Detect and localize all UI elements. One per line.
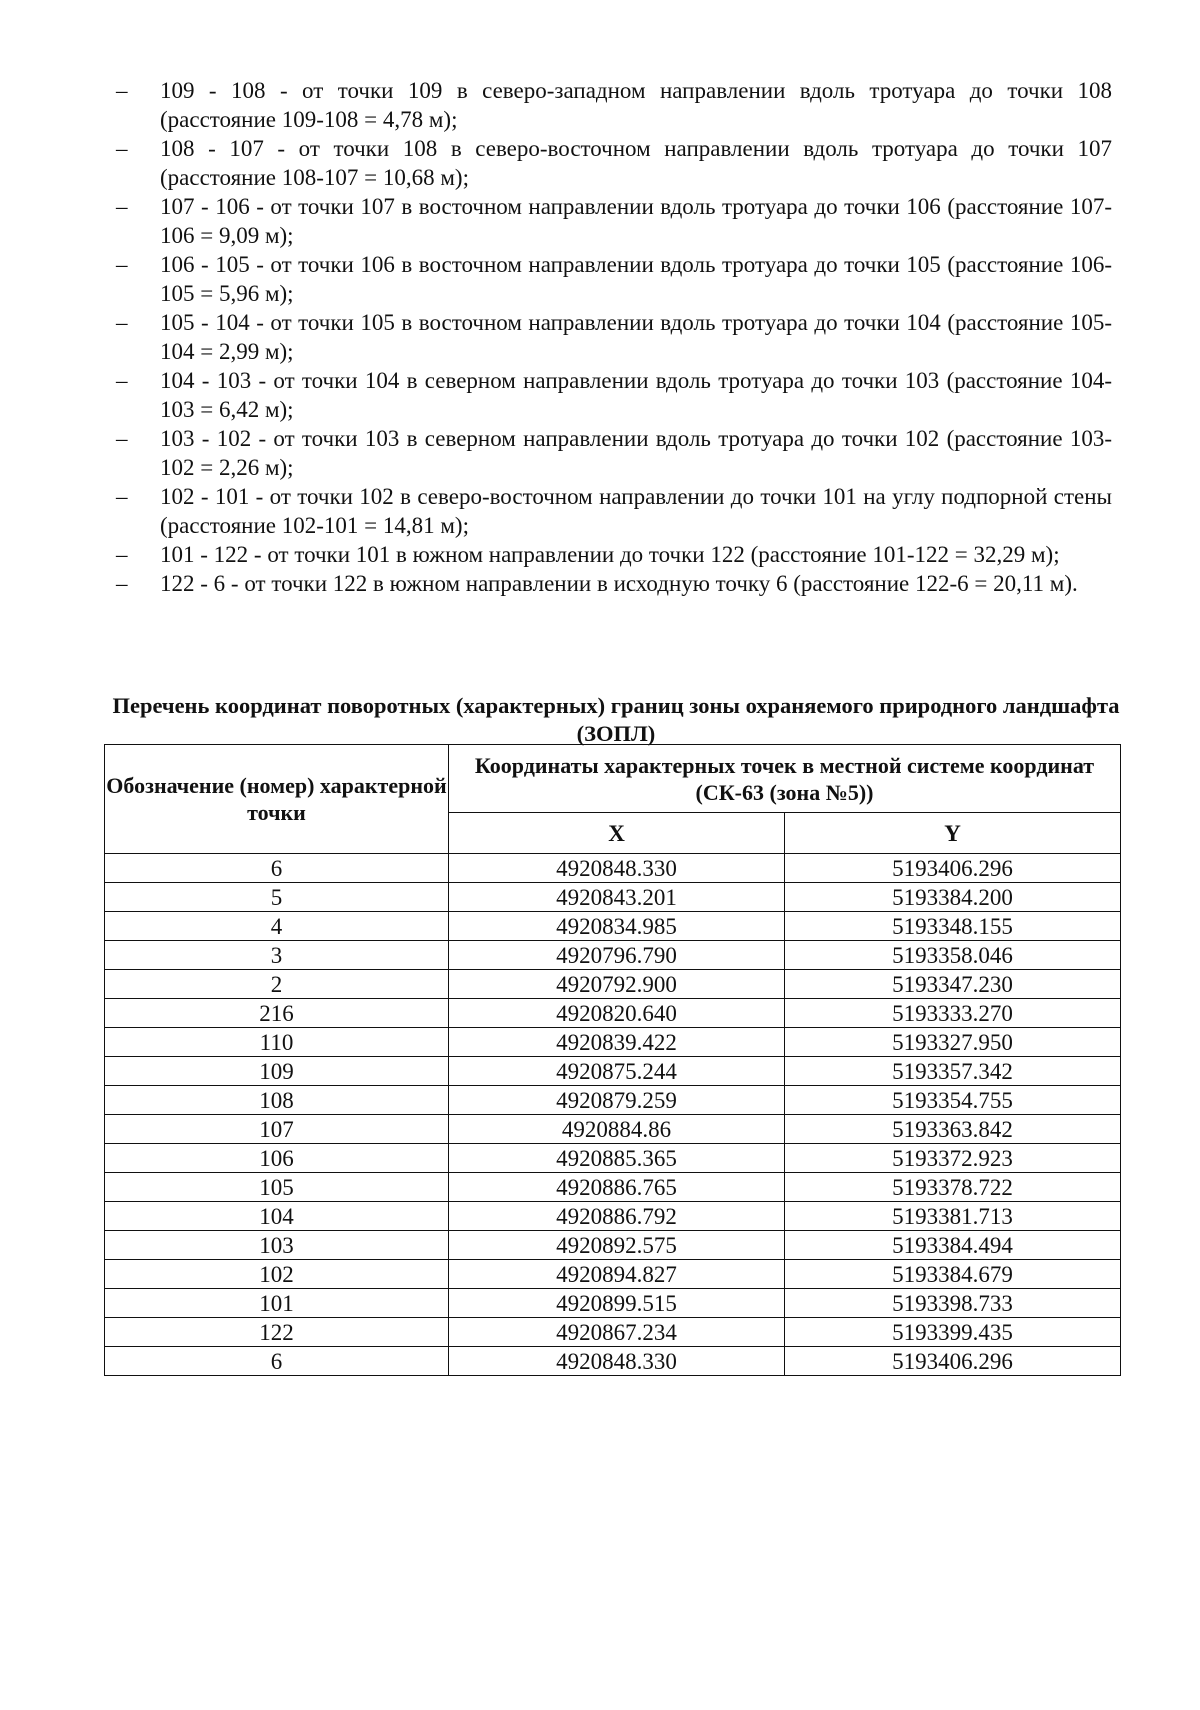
list-item bbox=[112, 76, 1112, 134]
y-coordinate-cell: 5193363.842 bbox=[785, 1115, 1121, 1144]
bullet-dash: – bbox=[116, 368, 128, 393]
y-coordinate-cell: 5193399.435 bbox=[785, 1318, 1121, 1347]
x-coordinate-cell: 4920796.790 bbox=[449, 941, 785, 970]
y-coordinate-cell: 5193354.755 bbox=[785, 1086, 1121, 1115]
table-body bbox=[105, 854, 1121, 1376]
point-cell: 101 bbox=[105, 1289, 449, 1318]
y-coordinate-cell: 5193372.923 bbox=[785, 1144, 1121, 1173]
bullet-dash: – bbox=[116, 571, 128, 596]
list-item bbox=[112, 366, 1112, 424]
y-coordinate-cell: 5193381.713 bbox=[785, 1202, 1121, 1231]
point-cell: 106 bbox=[105, 1144, 449, 1173]
table-row bbox=[105, 1231, 1121, 1260]
x-coordinate-cell: 4920892.575 bbox=[449, 1231, 785, 1260]
table-row bbox=[105, 1086, 1121, 1115]
bullet-dash: – bbox=[116, 484, 128, 509]
list-item bbox=[112, 569, 1112, 598]
list-item-text: 102 - 101 - от точки 102 в северо-восточном направлении до точки 101 на углу подпорной стены (расстояние 102-101 = 14,81 м); bbox=[160, 484, 1112, 538]
list-item-text: 106 - 105 - от точки 106 в восточном направлении вдоль тротуара до точки 105 (расстояние 106-105 = 5,96 м); bbox=[160, 252, 1112, 306]
y-coordinate-cell: 5193384.200 bbox=[785, 883, 1121, 912]
table-row bbox=[105, 854, 1121, 883]
coordinates-table bbox=[104, 744, 1121, 1376]
bullet-dash: – bbox=[116, 194, 128, 219]
x-coordinate-cell: 4920886.765 bbox=[449, 1173, 785, 1202]
y-coordinate-cell: 5193406.296 bbox=[785, 854, 1121, 883]
point-cell: 2 bbox=[105, 970, 449, 999]
list-item-text: 108 - 107 - от точки 108 в северо-восточном направлении вдоль тротуара до точки 107 (расстояние 108-107 = 10,68 м); bbox=[160, 136, 1112, 190]
x-coordinate-cell: 4920885.365 bbox=[449, 1144, 785, 1173]
point-cell: 122 bbox=[105, 1318, 449, 1347]
x-coordinate-cell: 4920875.244 bbox=[449, 1057, 785, 1086]
point-cell: 110 bbox=[105, 1028, 449, 1057]
x-coordinate-cell: 4920848.330 bbox=[449, 1347, 785, 1376]
table-row bbox=[105, 1318, 1121, 1347]
point-cell: 216 bbox=[105, 999, 449, 1028]
y-coordinate-cell: 5193348.155 bbox=[785, 912, 1121, 941]
list-item-text: 107 - 106 - от точки 107 в восточном направлении вдоль тротуара до точки 106 (расстояние 107-106 = 9,09 м); bbox=[160, 194, 1112, 248]
y-coordinate-cell: 5193406.296 bbox=[785, 1347, 1121, 1376]
y-column-header: Y bbox=[785, 813, 1121, 854]
bullet-dash: – bbox=[116, 426, 128, 451]
table-row bbox=[105, 1289, 1121, 1318]
point-cell: 102 bbox=[105, 1260, 449, 1289]
y-coordinate-cell: 5193333.270 bbox=[785, 999, 1121, 1028]
bullet-dash: – bbox=[116, 136, 128, 161]
y-coordinate-cell: 5193347.230 bbox=[785, 970, 1121, 999]
x-coordinate-cell: 4920839.422 bbox=[449, 1028, 785, 1057]
x-coordinate-cell: 4920834.985 bbox=[449, 912, 785, 941]
x-coordinate-cell: 4920886.792 bbox=[449, 1202, 785, 1231]
x-coordinate-cell: 4920894.827 bbox=[449, 1260, 785, 1289]
bullet-dash: – bbox=[116, 542, 128, 567]
point-cell: 6 bbox=[105, 854, 449, 883]
boundary-description-list bbox=[112, 76, 1112, 598]
point-cell: 109 bbox=[105, 1057, 449, 1086]
list-item-text: 109 - 108 - от точки 109 в северо-западном направлении вдоль тротуара до точки 108 (расстояние 109-108 = 4,78 м); bbox=[160, 78, 1112, 132]
point-cell: 6 bbox=[105, 1347, 449, 1376]
x-coordinate-cell: 4920899.515 bbox=[449, 1289, 785, 1318]
bullet-dash: – bbox=[116, 78, 128, 103]
table-row bbox=[105, 999, 1121, 1028]
x-column-header: X bbox=[449, 813, 785, 854]
list-item bbox=[112, 482, 1112, 540]
x-coordinate-cell: 4920820.640 bbox=[449, 999, 785, 1028]
point-cell: 105 bbox=[105, 1173, 449, 1202]
table-row bbox=[105, 1057, 1121, 1086]
table-row bbox=[105, 1202, 1121, 1231]
point-cell: 4 bbox=[105, 912, 449, 941]
x-coordinate-cell: 4920792.900 bbox=[449, 970, 785, 999]
table-title: Перечень координат поворотных (характерных) границ зоны охраняемого природного ландшафта (ЗОПЛ) bbox=[112, 693, 1120, 746]
point-cell: 107 bbox=[105, 1115, 449, 1144]
list-item bbox=[112, 134, 1112, 192]
table-row bbox=[105, 941, 1121, 970]
list-item-text: 103 - 102 - от точки 103 в северном направлении вдоль тротуара до точки 102 (расстояние 103-102 = 2,26 м); bbox=[160, 426, 1112, 480]
y-coordinate-cell: 5193398.733 bbox=[785, 1289, 1121, 1318]
table-row bbox=[105, 970, 1121, 999]
list-item bbox=[112, 308, 1112, 366]
table-row bbox=[105, 883, 1121, 912]
y-coordinate-cell: 5193327.950 bbox=[785, 1028, 1121, 1057]
coords-column-header: Координаты характерных точек в местной системе координат (СК-63 (зона №5)) bbox=[449, 745, 1121, 813]
table-row bbox=[105, 1173, 1121, 1202]
point-cell: 104 bbox=[105, 1202, 449, 1231]
table-row bbox=[105, 912, 1121, 941]
list-item-text: 104 - 103 - от точки 104 в северном направлении вдоль тротуара до точки 103 (расстояние 104-103 = 6,42 м); bbox=[160, 368, 1112, 422]
list-item-text: 101 - 122 - от точки 101 в южном направлении до точки 122 (расстояние 101-122 = 32,29 м); bbox=[160, 542, 1060, 567]
bullet-dash: – bbox=[116, 252, 128, 277]
y-coordinate-cell: 5193358.046 bbox=[785, 941, 1121, 970]
list-item bbox=[112, 424, 1112, 482]
x-coordinate-cell: 4920879.259 bbox=[449, 1086, 785, 1115]
table-row bbox=[105, 1260, 1121, 1289]
list-item-text: 122 - 6 - от точки 122 в южном направлении в исходную точку 6 (расстояние 122-6 = 20,11 м). bbox=[160, 571, 1078, 596]
list-item-text: 105 - 104 - от точки 105 в восточном направлении вдоль тротуара до точки 104 (расстояние 105-104 = 2,99 м); bbox=[160, 310, 1112, 364]
table-row bbox=[105, 1144, 1121, 1173]
list-item bbox=[112, 192, 1112, 250]
y-coordinate-cell: 5193384.494 bbox=[785, 1231, 1121, 1260]
list-item bbox=[112, 250, 1112, 308]
x-coordinate-cell: 4920884.86 bbox=[449, 1115, 785, 1144]
point-cell: 103 bbox=[105, 1231, 449, 1260]
point-cell: 5 bbox=[105, 883, 449, 912]
x-coordinate-cell: 4920843.201 bbox=[449, 883, 785, 912]
bullet-dash: – bbox=[116, 310, 128, 335]
point-column-header: Обозначение (номер) характерной точки bbox=[105, 745, 449, 854]
table-row bbox=[105, 1347, 1121, 1376]
y-coordinate-cell: 5193378.722 bbox=[785, 1173, 1121, 1202]
y-coordinate-cell: 5193384.679 bbox=[785, 1260, 1121, 1289]
table-row bbox=[105, 1028, 1121, 1057]
point-cell: 108 bbox=[105, 1086, 449, 1115]
x-coordinate-cell: 4920848.330 bbox=[449, 854, 785, 883]
list-item bbox=[112, 540, 1112, 569]
point-cell: 3 bbox=[105, 941, 449, 970]
y-coordinate-cell: 5193357.342 bbox=[785, 1057, 1121, 1086]
table-row bbox=[105, 1115, 1121, 1144]
x-coordinate-cell: 4920867.234 bbox=[449, 1318, 785, 1347]
table-header-row bbox=[105, 745, 1121, 813]
